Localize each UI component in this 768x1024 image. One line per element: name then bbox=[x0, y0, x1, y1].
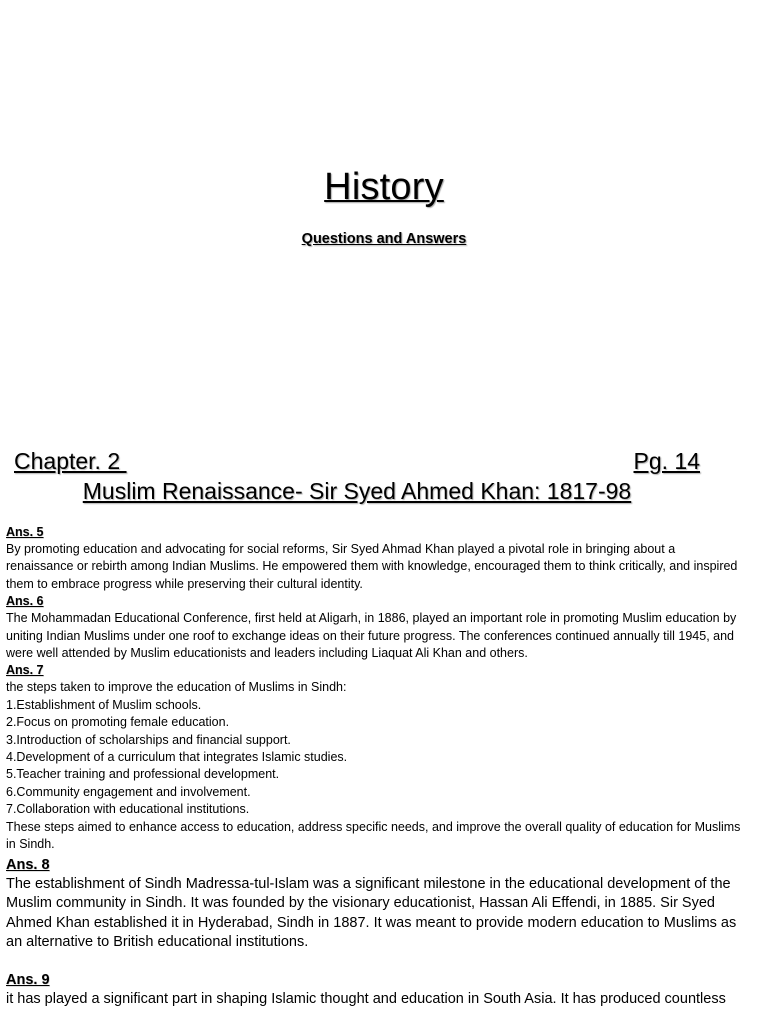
answer-8 bbox=[6, 856, 746, 953]
answer-text: The Mohammadan Educational Conference, first held at Aligarh, in 1886, played an important role in promoting Muslim education by uniting Indian Muslims under one roof to exchange ideas on their future progress. The conferences continued annually till 1945, and were well attended by Muslim educationists and leaders including Liaquat Ali Khan and others. bbox=[6, 611, 737, 661]
answer-text: The establishment of Sindh Madressa-tul-Islam was a significant milestone in the educational development of the Muslim community in Sindh. It was founded by the visionary educationist, Hassan Ali Effendi, in 1885. Sir Syed Ahmed Khan established it in Hyderabad, Sindh in 1887. It was meant to provide modern education to Muslims as an alternative to British educational institutions. bbox=[6, 875, 737, 950]
answer-intro: the steps taken to improve the education of Muslims in Sindh: bbox=[6, 680, 347, 695]
page-number: Pg. 14 bbox=[633, 448, 700, 474]
answer-text: By promoting education and advocating for social reforms, Sir Syed Ahmad Khan played a pivotal role in bringing about a renaissance or rebirth among Indian Muslims. He empowered them with knowledge, encouraged them to think critically, and inspired them to embrace progress while preserving their cultural identity. bbox=[6, 542, 738, 591]
document-title: History bbox=[324, 166, 444, 208]
answer-6 bbox=[6, 593, 746, 662]
document-subtitle: Questions and Answers bbox=[301, 231, 467, 247]
list-item: 1.Establishment of Muslim schools. bbox=[6, 697, 202, 712]
answer-conclusion: These steps aimed to enhance access to education, address specific needs, and improve the overall quality of education for Muslims in Sindh. bbox=[6, 819, 741, 852]
answer-label: Ans. 9 bbox=[6, 971, 50, 988]
steps-list bbox=[6, 697, 746, 819]
list-item: 2.Focus on promoting female education. bbox=[6, 715, 230, 730]
answer-label: Ans. 6 bbox=[6, 594, 44, 609]
list-item: 3.Introduction of scholarships and financial support. bbox=[6, 732, 291, 747]
chapter-number: Chapter. 2 bbox=[14, 448, 127, 474]
answer-5 bbox=[6, 524, 746, 593]
list-item: 7.Collaboration with educational institutions. bbox=[6, 802, 250, 817]
answer-label: Ans. 7 bbox=[6, 663, 44, 678]
chapter-title: Muslim Renaissance- Sir Syed Ahmed Khan: 1817-98 bbox=[82, 478, 632, 504]
list-item: 4.Development of a curriculum that integrates Islamic studies. bbox=[6, 750, 348, 765]
list-item: 6.Community engagement and involvement. bbox=[6, 784, 251, 799]
answer-label: Ans. 8 bbox=[6, 856, 50, 873]
answer-label: Ans. 5 bbox=[6, 525, 44, 539]
answer-text: it has played a significant part in shaping Islamic thought and education in South Asia. It has produced countless bbox=[6, 990, 726, 1007]
answers-content bbox=[6, 524, 746, 1009]
chapter-heading-row bbox=[14, 448, 700, 480]
answer-9 bbox=[6, 971, 746, 1010]
list-item: 5.Teacher training and professional development. bbox=[6, 767, 280, 782]
answer-7 bbox=[6, 662, 746, 853]
